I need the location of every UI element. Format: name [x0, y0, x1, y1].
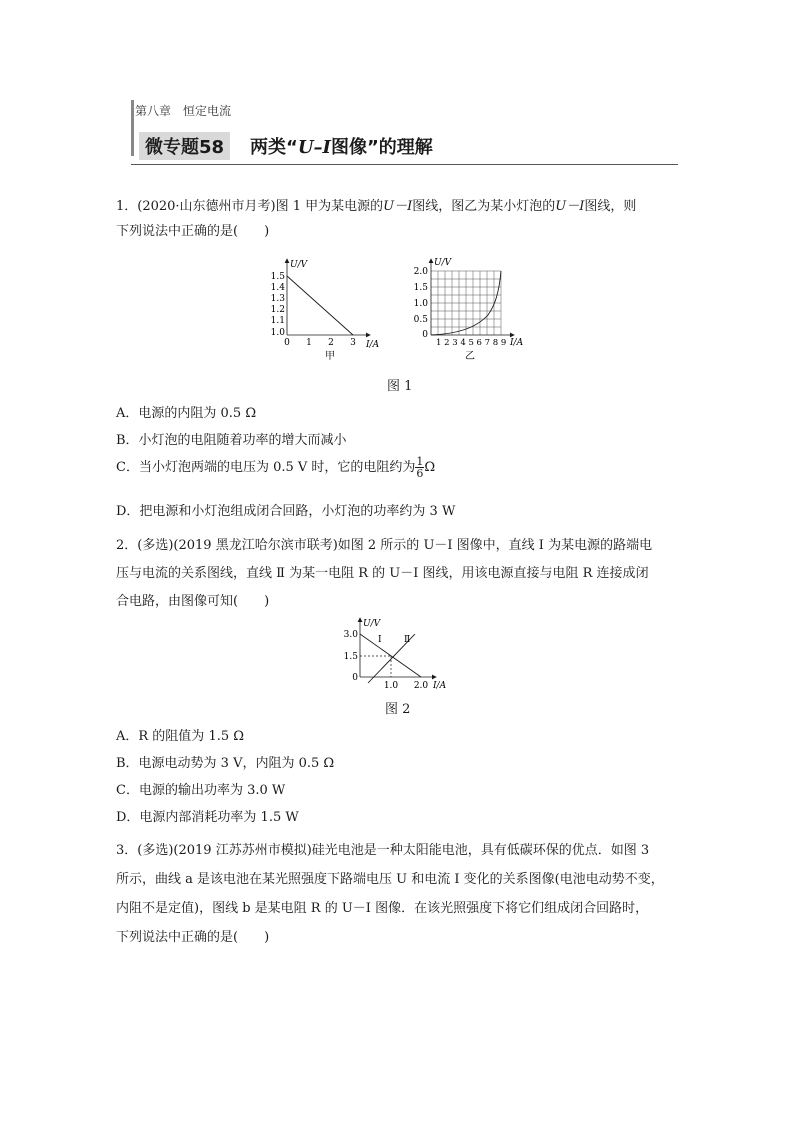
fig2-ytick: 0 [352, 673, 358, 683]
page-title [250, 133, 433, 159]
jia-ytick: 1.4 [270, 283, 285, 293]
figure-1-caption: 图 1 [387, 379, 413, 394]
title-pre: 两类“ [250, 137, 298, 158]
q1-stem-line2: 下列说法中正确的是( ) [116, 224, 270, 239]
q2-line3: 合电路，由图像可知( ) [116, 594, 270, 609]
yi-ytick: 1.0 [413, 299, 428, 309]
q1-stem-e: 图线，则 [584, 199, 637, 214]
jia-xtick: 1 [306, 338, 312, 348]
yi-ytick: 0 [422, 330, 428, 340]
q1-option-c-text: C．当小灯泡两端的电压为 0.5 V 时，它的电阻约为 [116, 460, 416, 475]
yi-grid [431, 271, 501, 335]
title-post: 图像”的理解 [330, 137, 433, 158]
title-var: U–I [297, 137, 331, 158]
q2-option-b: B．电源电动势为 3 V，内阻为 0.5 Ω [116, 756, 335, 771]
jia-xtick: 0 [284, 338, 290, 348]
fig2-ytick: 3.0 [343, 630, 358, 640]
fig2-ytick: 1.5 [343, 652, 358, 662]
header-bar [131, 100, 134, 156]
yi-ytick: 0.5 [413, 315, 428, 325]
fig2-label-I: Ⅰ [378, 635, 382, 645]
jia-xtick: 3 [350, 338, 356, 348]
yi-ytick: 2.0 [413, 267, 428, 277]
jia-xlabel: I/A [366, 340, 380, 350]
q1-stem-d: U－I [555, 199, 585, 214]
q2-option-c: C．电源的输出功率为 3.0 W [116, 783, 286, 798]
q1-option-b: B．小灯泡的电阻随着功率的增大而减小 [116, 433, 347, 448]
q1-option-d: D．把电源和小灯泡组成闭合回路，小灯泡的功率约为 3 W [116, 504, 456, 519]
q1-option-c [116, 456, 435, 479]
jia-source-line [287, 276, 353, 335]
header-divider [131, 164, 678, 165]
q2-line1: 2．(多选)(2019 黑龙江哈尔滨市联考)如图 2 所示的 U－I 图像中，直线 Ⅰ 为某电源的路端电 [116, 538, 653, 553]
q3-line4: 下列说法中正确的是( ) [116, 930, 270, 945]
q2-stem [116, 532, 686, 616]
jia-ytick: 1.2 [270, 305, 285, 315]
q2-option-d: D．电源内部消耗功率为 1.5 W [116, 810, 299, 825]
q3-line3: 内阻不是定值)，图线 b 是某电阻 R 的 U－I 图像．在该光照强度下将它们组成闭合回路时， [116, 901, 649, 916]
q3-line1: 3．(多选)(2019 江苏苏州市模拟)硅光电池是一种太阳能电池，具有低碳环保的优点．如图 3 [116, 843, 650, 858]
fig2-line-I [360, 634, 421, 677]
fig2-xtick: 1.0 [383, 681, 399, 691]
q1-stem-b: U－I [383, 199, 413, 214]
q1-stem [116, 194, 686, 244]
q3-stem [116, 836, 686, 952]
fig2-label-II: Ⅱ [404, 635, 411, 645]
jia-ytick: 1.0 [270, 328, 285, 338]
q1-stem-a: 1．(2020·山东德州市月考)图 1 甲为某电源的 [116, 199, 384, 214]
fig2-xtick: 2.0 [413, 681, 429, 691]
figure-2-caption: 图 2 [385, 702, 411, 717]
yi-sublabel: 乙 [465, 351, 475, 362]
frac-den: 6 [416, 467, 424, 480]
q2-line2: 压与电流的关系图线，直线 Ⅱ 为某一电阻 R 的 U－I 图线，用该电源直接与电阻 R 连接成闭 [116, 566, 649, 581]
figure-1-jia [260, 255, 390, 365]
q1-option-c-unit: Ω [424, 460, 436, 475]
figure-1-yi [400, 255, 535, 365]
q1-option-a: A．电源的内阻为 0.5 Ω [116, 406, 257, 421]
q3-line2: 所示，曲线 a 是该电池在某光照强度下路端电压 U 和电流 I 变化的关系图像(电池电动势不变， [116, 872, 664, 887]
yi-ylabel: U/V [434, 258, 452, 268]
jia-xtick: 2 [328, 338, 334, 348]
jia-sublabel: 甲 [325, 351, 335, 362]
yi-xlabel: I/A [510, 338, 524, 348]
fig2-ylabel: U/V [363, 619, 381, 629]
frac-num: 1 [416, 455, 424, 468]
fig2-xlabel: I/A [433, 681, 447, 691]
figure-2 [330, 614, 460, 694]
jia-ytick: 1.1 [270, 316, 285, 326]
jia-ylabel: U/V [290, 260, 308, 270]
yi-ytick: 1.5 [413, 283, 428, 293]
jia-ytick: 1.3 [270, 294, 285, 304]
jia-ytick: 1.5 [270, 272, 285, 282]
q2-option-a: A．R 的阻值为 1.5 Ω [116, 729, 245, 744]
q1-stem-c: 图线，图乙为某小灯泡的 [412, 199, 556, 214]
topic-label: 微专题58 [139, 132, 230, 160]
yi-xticks: 1 2 3 4 5 6 7 8 9 [436, 338, 507, 348]
chapter-label: 第八章 恒定电流 [135, 104, 232, 118]
